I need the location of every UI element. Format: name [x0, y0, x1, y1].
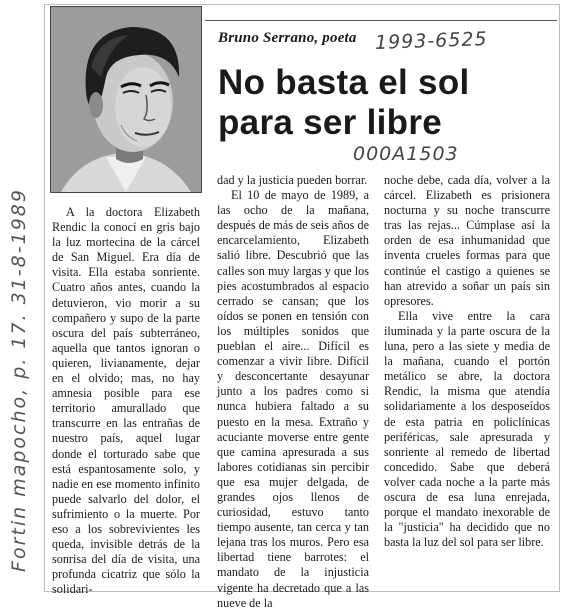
article-column-1	[52, 205, 200, 597]
article-kicker: Bruno Serrano, poeta	[218, 30, 357, 46]
title-line-1: No basta el sol	[218, 63, 470, 102]
article-title	[218, 63, 548, 143]
paragraph: dad y la justicia pueden borrar.	[217, 173, 368, 187]
paragraph: noche debe, cada día, volver a la cárcel. Elizabeth es prisionera nocturna y su noche transcurre tras las rejas... Cúmplase así la orden de esa inhumanidad que inventa crueles formas para que continúe el castigo a quienes se han atrevido a soñar un país sin opresores.	[384, 173, 550, 308]
article-column-2	[217, 173, 369, 611]
title-line-2: para ser libre	[218, 103, 443, 142]
article-column-3	[384, 173, 550, 550]
handwritten-date: 1993-6525	[374, 28, 488, 54]
header-rule	[205, 20, 557, 21]
handwritten-code: 000A1503	[353, 143, 459, 165]
paragraph: Ella vive entre la cara iluminada y la parte oscura de la luna, pero a las siete y media de la mañana, cuando el portón metálico se abre, la doctora Rendic, la misma que atendía solidariamente a los desposeídos de esta patria en policlínicas periféricas, sale apresurada y sonriente al remedo de libertad concedido. Sabe que deberá volver cada noche a la parte más oscura de esa luna enrejada, porque el mandato inexorable de la "justicia" ha decidido que no basta la luz del sol para ser libre.	[384, 308, 550, 550]
handwritten-side-note: Fortin mapocho, p. 17. 31-8-1989	[8, 188, 30, 572]
author-portrait	[50, 6, 202, 193]
paragraph: A la doctora Elizabeth Rendic la conocí en gris bajo la luz mortecina de la cárcel de San Miguel. Era día de visita. Ella estaba sonriente. Cuatro años antes, cuando la detuvieron, vio morir a su compañero y supo de la parte oscura del país subterráneo, aquella que tantos ignoran o quieren, livianamente, dejar en el olvido; mas, no hay amnesia posible para ese territorio amurallado que transcurre en las entrañas de nuestro país, aquel lugar donde el torturado sabe que está espantosamente solo, y nadie en ese momento infinito puede salvarlo del dolor, el sufrimiento o la muerte. Por eso a los sobrevivientes les queda, invisible detrás de la sonrisa del día de visita, una profunda cicatriz que sólo la solidari-	[52, 205, 200, 597]
paragraph: El 10 de mayo de 1989, a las ocho de la mañana, después de más de seis años de encarcelamiento, Elizabeth salió libre. Descubrió que las calles son muy largas y que los pies acostumbrados al espacio cerrado se cansan; que los oídos se ponen en tensión con los múltiples sonidos que pueblan el aire... Difícil es comenzar a vivir libre. Difícil y desconcertante desayunar junto a los padres como si nunca hubiera faltado a su puesto en la mesa. Extraño y acuciante moverse entre gente que camina apresurada a sus labores cotidianas sin percibir que esa mujer delgada, de grandes ojos llenos de curiosidad, estuvo tanto tiempo ausente, tan cerca y tan lejana tras los muros. Pero esa libertad tiene barrotes: el mandato de la injusticia vigente ha decretado que a las nueve de la	[217, 188, 369, 610]
